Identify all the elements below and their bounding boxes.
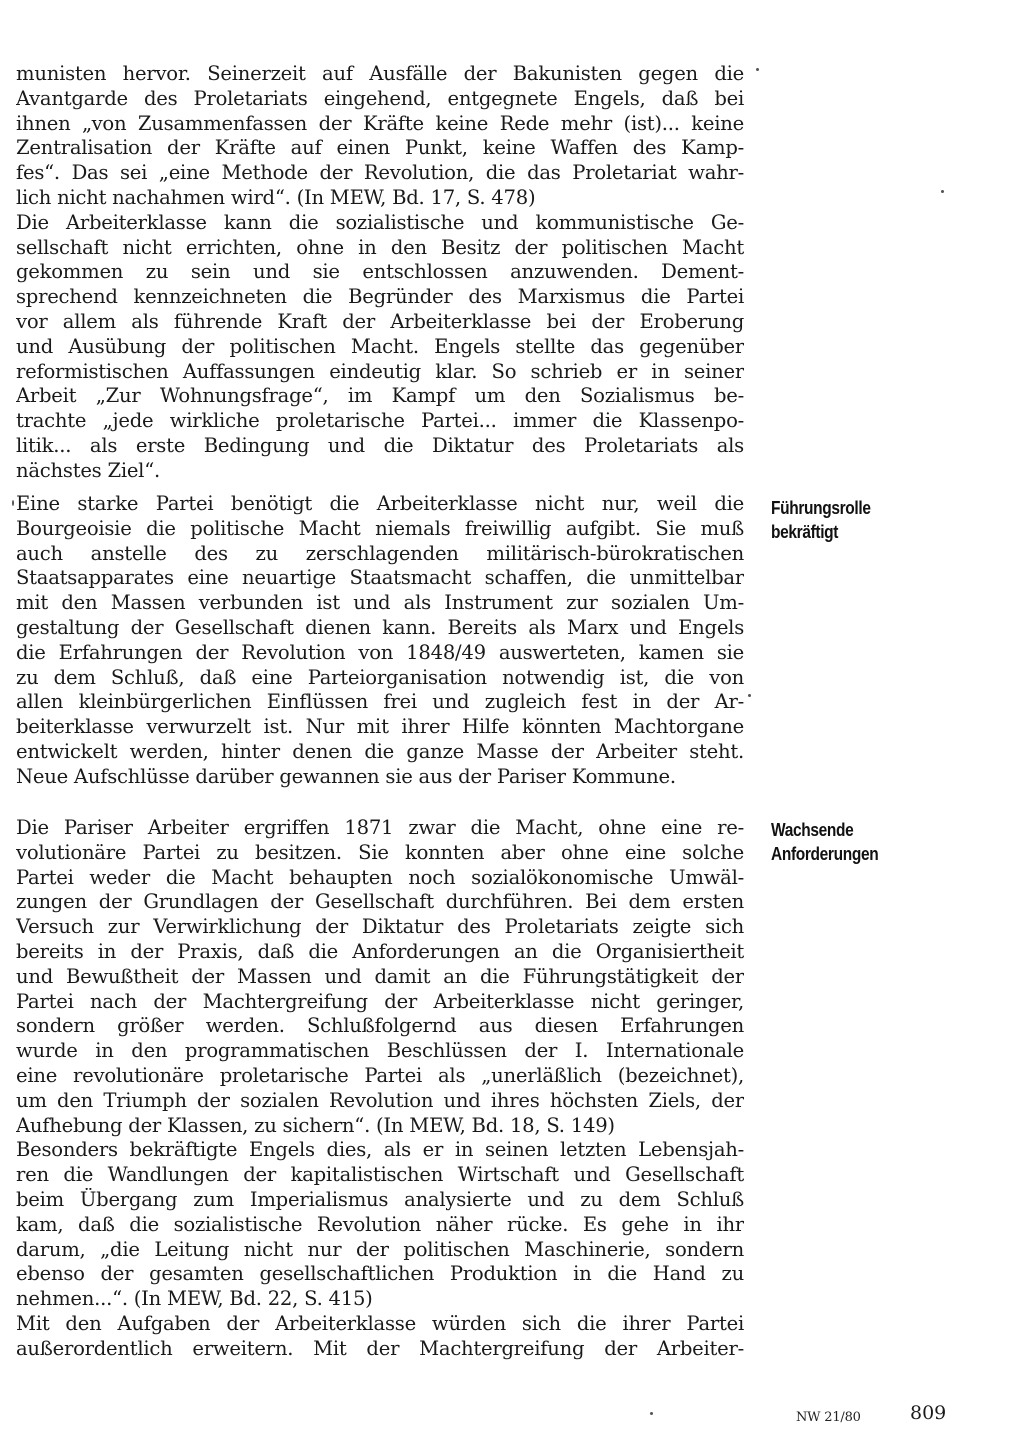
text-line: ihnen „von Zusammenfassen der Kräfte keine Rede mehr (ist)... keine [16,111,744,135]
text-line: sprechend kennzeichneten die Begründer des Marxismus die Partei [16,285,744,309]
footer-source: NW 21/80 [796,1410,861,1425]
text-line: zu dem Schluß, daß eine Parteiorganisation notwendig ist, die von [16,665,744,689]
text-line: lich nicht nachahmen wird“. (In MEW, Bd. 17, S. 478) [16,185,536,209]
scan-speck [650,1412,653,1415]
margin-note-anforderungen [771,818,943,866]
text-line: auch anstelle des zu zerschlagenden militärisch-bürokratischen [16,541,744,565]
margin-note-line: Wachsende [771,820,854,840]
text-line: Staatsapparates eine neuartige Staatsmacht schaffen, die unmittelbar [16,566,744,590]
text-line: sellschaft nicht errichten, ohne in den Besitz der politischen Macht [16,235,744,259]
text-line: Aufhebung der Klassen, zu sichern“. (In MEW, Bd. 18, S. 149) [16,1113,615,1137]
text-line: eine revolutionäre proletarische Partei als „unerläßlich (bezeichnet), [16,1063,744,1087]
text-line: gestaltung der Gesellschaft dienen kann. Bereits als Marx und Engels [16,615,744,639]
text-line: Partei nach der Machtergreifung der Arbeiterklasse nicht geringer, [16,989,744,1013]
text-line: darum, „die Leitung nicht nur der politischen Maschinerie, sondern [16,1237,744,1261]
paragraph-3 [16,816,744,1362]
text-line: und Bewußtheit der Massen und damit an die Führungstätigkeit der [16,964,744,988]
text-line: und Ausübung der politischen Macht. Engels stellte das gegenüber [16,334,744,358]
margin-note-line: bekräftigt [771,522,839,542]
scan-speck [941,190,944,193]
text-line: munisten hervor. Seinerzeit auf Ausfälle der Bakunisten gegen die [16,62,744,85]
text-line: nächstes Ziel“. [16,458,160,482]
text-line: sondern größer werden. Schlußfolgernd aus diesen Erfahrungen [16,1014,744,1038]
scan-speck [748,694,751,697]
text-line: beiterklasse verwurzelt ist. Nur mit ihrer Hilfe könnten Machtorgane [16,715,744,739]
scan-speck [12,500,14,506]
text-line: gekommen zu sein und sie entschlossen anzuwenden. Dement- [16,260,744,284]
text-line: außerordentlich erweitern. Mit der Machtergreifung der Arbeiter- [16,1336,744,1360]
text-line: Zentralisation der Kräfte auf einen Punkt, keine Waffen des Kamp- [16,136,744,160]
text-line: kam, daß die sozialistische Revolution näher rücke. Es gehe in ihr [16,1212,744,1236]
text-line: ebenso der gesamten gesellschaftlichen Produktion in die Hand zu [16,1262,744,1286]
text-line: Besonders bekräftigte Engels dies, als er in seinen letzten Lebensjah- [16,1138,744,1162]
text-line: reformistischen Auffassungen eindeutig klar. So schrieb er in seiner [16,359,744,383]
text-line: mit den Massen verbunden ist und als Instrument zur sozialen Um- [16,591,744,615]
text-line: Avantgarde des Proletariats eingehend, entgegnete Engels, daß bei [16,86,744,110]
scan-speck [756,68,759,71]
text-line: bereits in der Praxis, daß die Anforderungen an die Organisiertheit [16,939,744,963]
text-line: Neue Aufschlüsse darüber gewannen sie aus der Pariser Kommune. [16,764,676,788]
text-line: volutionäre Partei zu besitzen. Sie konnten aber ohne eine solche [16,840,744,864]
text-line: Die Arbeiterklasse kann die sozialistische und kommunistische Ge- [16,210,744,234]
text-line: Versuch zur Verwirklichung der Diktatur des Proletariats zeigte sich [16,915,744,939]
text-line: Bourgeoisie die politische Macht niemals freiwillig aufgibt. Sie muß [16,516,744,540]
text-line: wurde in den programmatischen Beschlüssen der I. Internationale [16,1039,744,1063]
text-line: Die Pariser Arbeiter ergriffen 1871 zwar die Macht, ohne eine re- [16,816,744,839]
text-line: allen kleinbürgerlichen Einflüssen frei und zugleich fest in der Ar- [16,690,744,714]
paragraph-2 [16,492,744,790]
margin-note-line: Anforderungen [771,844,879,864]
text-line: zungen der Grundlagen der Gesellschaft durchführen. Bei dem ersten [16,890,744,914]
text-line: litik... als erste Bedingung und die Diktatur des Proletariats als [16,433,744,457]
margin-note-line: Führungsrolle [771,498,871,518]
text-line: vor allem als führende Kraft der Arbeiterklasse bei der Eroberung [16,309,744,333]
page-number: 809 [910,1402,947,1424]
text-line: Eine starke Partei benötigt die Arbeiterklasse nicht nur, weil die [16,492,744,515]
text-line: ren die Wandlungen der kapitalistischen Wirtschaft und Gesellschaft [16,1163,744,1187]
text-line: beim Übergang zum Imperialismus analysierte und zu dem Schluß [16,1187,744,1211]
text-line: nehmen...“. (In MEW, Bd. 22, S. 415) [16,1287,373,1311]
text-line: fes“. Das sei „eine Methode der Revolution, die das Proletariat wahr- [16,161,744,185]
text-line: Mit den Aufgaben der Arbeiterklasse würden sich die ihrer Partei [16,1311,744,1335]
text-line: um den Triumph der sozialen Revolution und ihres höchsten Ziels, der [16,1088,744,1112]
text-line: die Erfahrungen der Revolution von 1848/49 auswerteten, kamen sie [16,640,744,664]
paragraph-1 [16,62,744,484]
margin-note-fuehrungsrolle [771,496,943,544]
text-line: trachte „jede wirkliche proletarische Partei... immer die Klassenpo- [16,409,744,433]
text-line: Partei weder die Macht behaupten noch sozialökonomische Umwäl- [16,865,744,889]
text-line: entwickelt werden, hinter denen die ganze Masse der Arbeiter steht. [16,739,744,763]
text-line: Arbeit „Zur Wohnungsfrage“, im Kampf um den Sozialismus be- [16,384,744,408]
